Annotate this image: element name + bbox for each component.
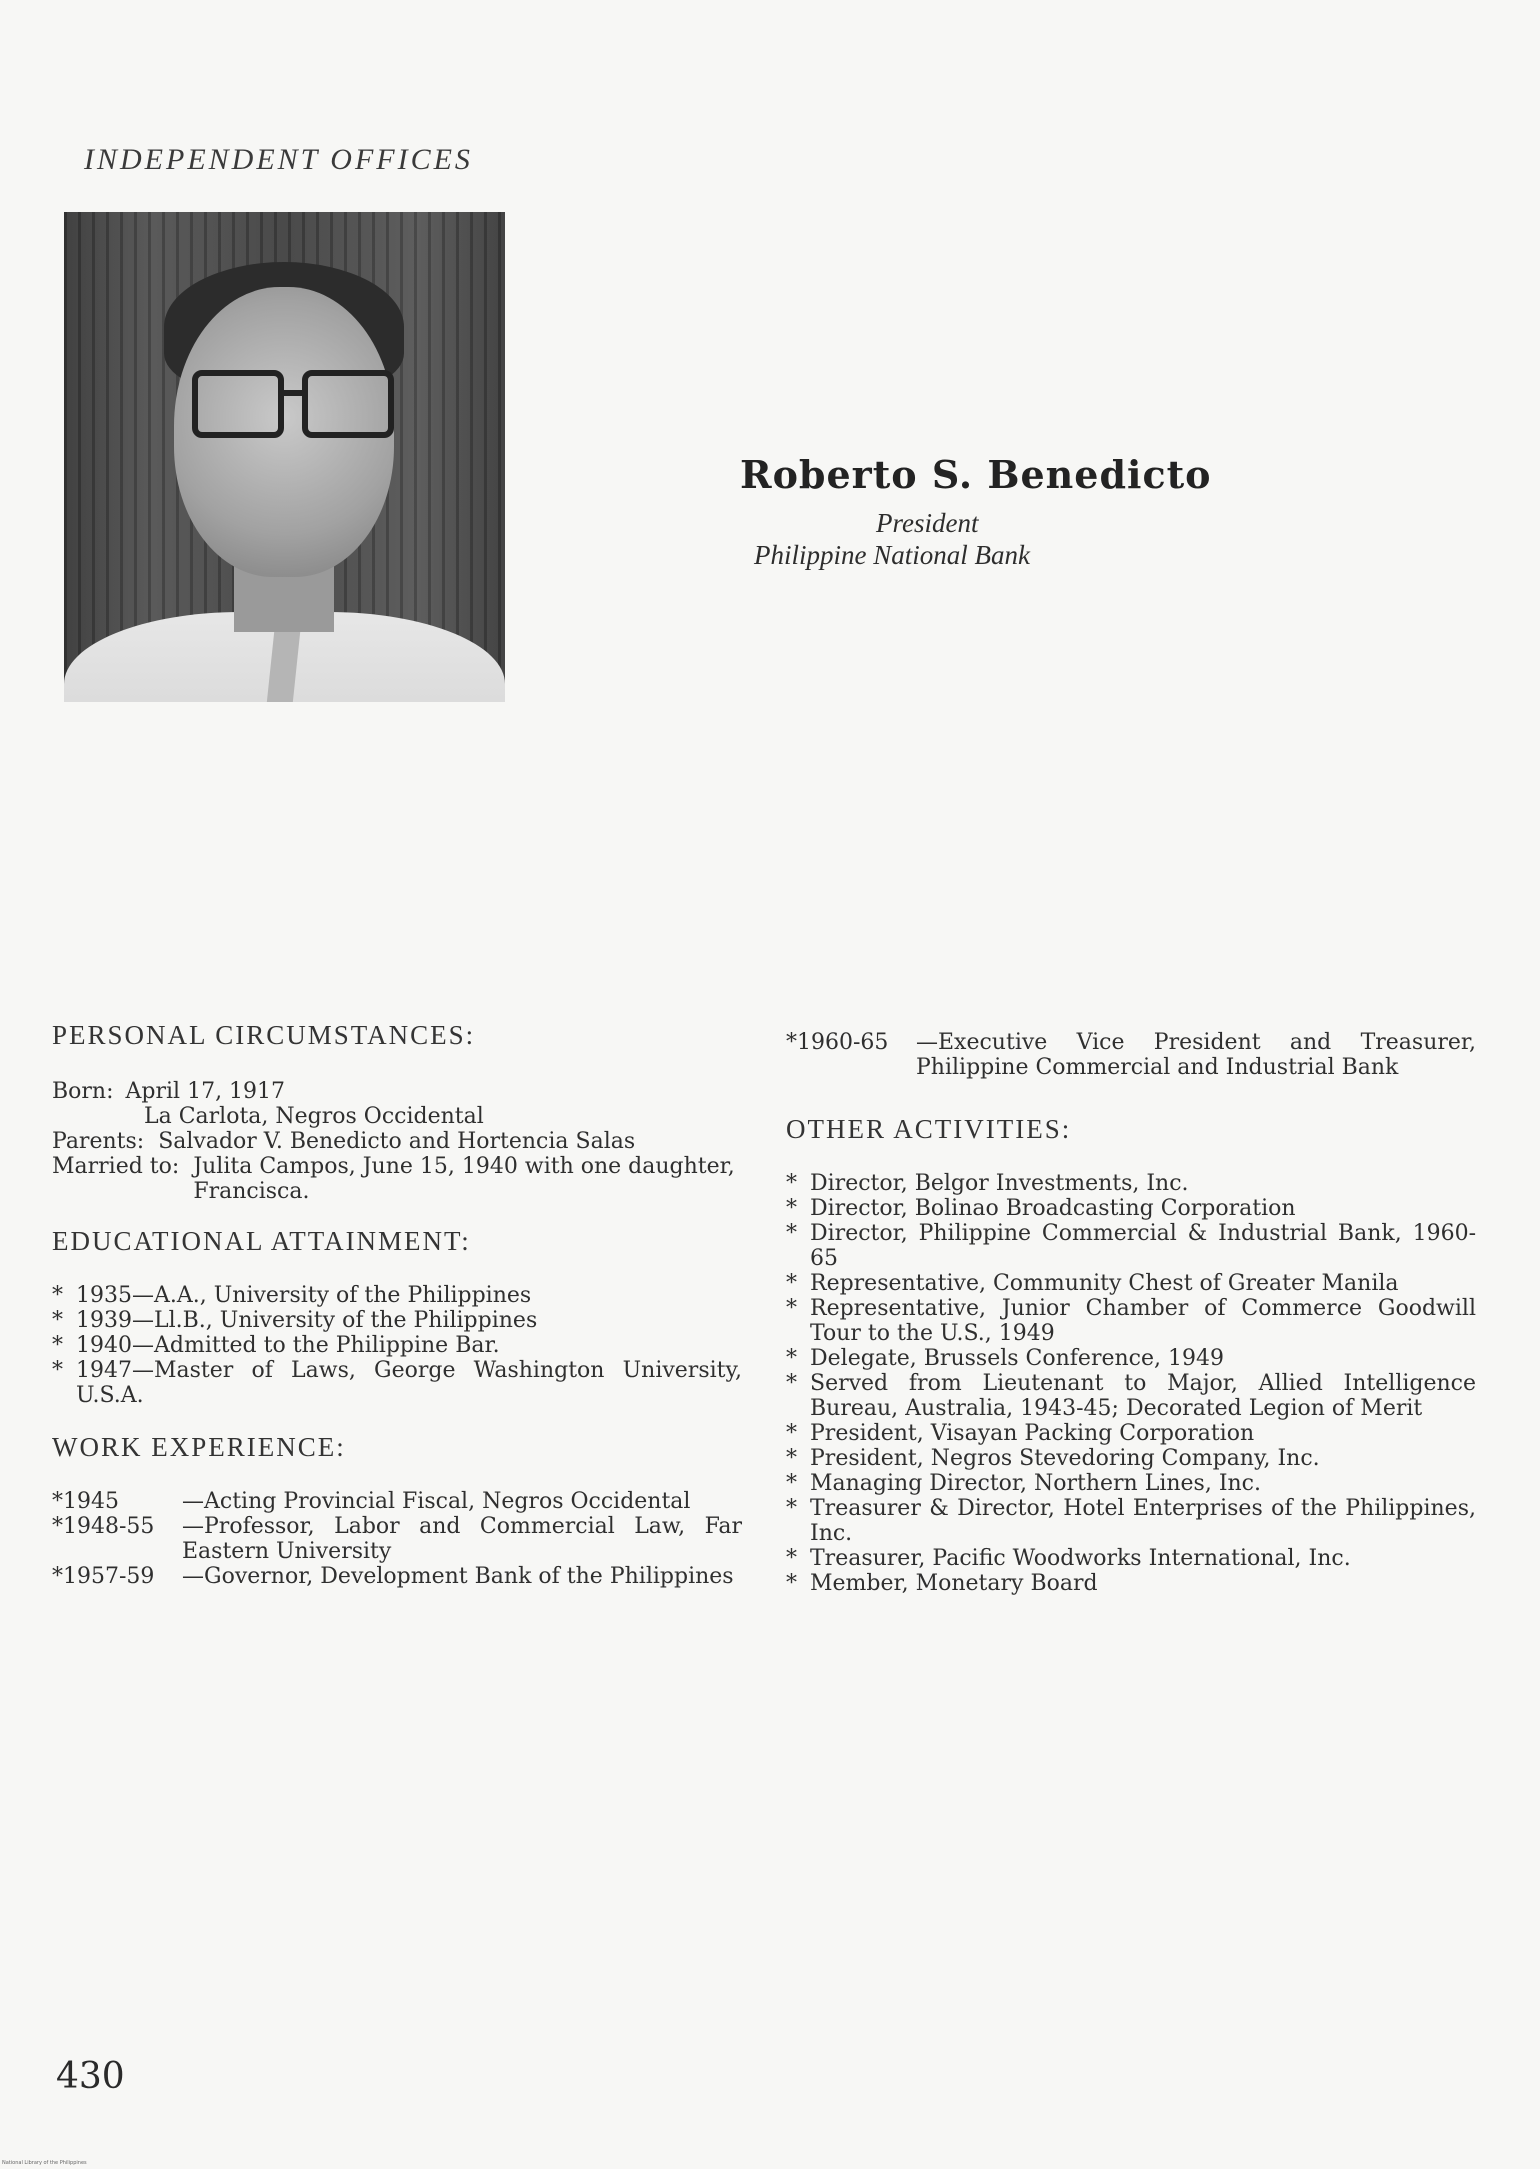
education-heading: EDUCATIONAL ATTAINMENT: xyxy=(52,1226,471,1256)
married-label: Married to: xyxy=(52,1154,180,1179)
work-list-continued xyxy=(786,1030,1476,1080)
list-item: * President, Negros Stevedoring Company, Inc. xyxy=(786,1446,1320,1471)
born-entry xyxy=(52,1079,742,1104)
list-item: * 1940—Admitted to the Philippine Bar. xyxy=(52,1333,500,1358)
list-item: * Served from Lieutenant to Major, Allied Intelligence Bureau, Australia, 1943-45; Decorated Legion of Merit xyxy=(786,1371,1476,1421)
left-column xyxy=(52,1020,742,1589)
list-item: *1945 —Acting Provincial Fiscal, Negros Occidental xyxy=(52,1489,691,1514)
other-list xyxy=(786,1171,1476,1596)
married-value: Julita Campos, June 15, 1940 with one daughter, Francisca. xyxy=(193,1154,735,1204)
born-place: La Carlota, Negros Occidental xyxy=(144,1104,484,1129)
born-label: Born: xyxy=(52,1079,114,1104)
list-item: * Representative, Community Chest of Greater Manila xyxy=(786,1271,1399,1296)
list-item: *1957-59 —Governor, Development Bank of the Philippines xyxy=(52,1564,734,1589)
list-item: * Treasurer & Director, Hotel Enterprises of the Philippines, Inc. xyxy=(786,1496,1476,1546)
person-organization: Philippine National Bank xyxy=(754,540,1030,570)
personal-block xyxy=(52,1079,742,1204)
list-item: * Managing Director, Northern Lines, Inc. xyxy=(786,1471,1261,1496)
list-item: *1960-65 —Executive Vice President and Treasurer, Philippine Commercial and Industrial Bank xyxy=(786,1030,1476,1080)
parents-entry xyxy=(52,1129,742,1154)
list-item: *1948-55 —Professor, Labor and Commercial Law, Far Eastern University xyxy=(52,1514,742,1564)
list-item: * President, Visayan Packing Corporation xyxy=(786,1421,1255,1446)
list-item: * Representative, Junior Chamber of Commerce Goodwill Tour to the U.S., 1949 xyxy=(786,1296,1476,1346)
list-item: * Delegate, Brussels Conference, 1949 xyxy=(786,1346,1224,1371)
work-heading: WORK EXPERIENCE: xyxy=(52,1432,346,1462)
list-item: * Treasurer, Pacific Woodworks International, Inc. xyxy=(786,1546,1351,1571)
parents-label: Parents: xyxy=(52,1129,145,1154)
footer-text: National Library of the Philippines xyxy=(2,2160,87,2166)
section-label: INDEPENDENT OFFICES xyxy=(84,143,473,176)
person-name: Roberto S. Benedicto xyxy=(740,452,1212,497)
list-item: * 1939—Ll.B., University of the Philippines xyxy=(52,1308,538,1333)
parents-value: Salvador V. Benedicto and Hortencia Salas xyxy=(158,1129,636,1154)
other-heading: OTHER ACTIVITIES: xyxy=(786,1114,1072,1144)
list-item: * 1935—A.A., University of the Philippines xyxy=(52,1283,532,1308)
list-item: * Director, Belgor Investments, Inc. xyxy=(786,1171,1189,1196)
page-number: 430 xyxy=(56,2056,125,2097)
work-list xyxy=(52,1489,742,1589)
list-item: * Director, Bolinao Broadcasting Corporation xyxy=(786,1196,1296,1221)
person-position: President xyxy=(876,508,979,538)
married-entry xyxy=(52,1154,742,1204)
list-item: * Member, Monetary Board xyxy=(786,1571,1098,1596)
list-item: * 1947—Master of Laws, George Washington University, U.S.A. xyxy=(52,1358,742,1408)
right-column xyxy=(786,1030,1476,1596)
personal-heading: PERSONAL CIRCUMSTANCES: xyxy=(52,1020,476,1050)
portrait-photo xyxy=(64,212,505,702)
list-item: * Director, Philippine Commercial & Industrial Bank, 1960-65 xyxy=(786,1221,1476,1271)
education-list xyxy=(52,1283,742,1408)
born-date: April 17, 1917 xyxy=(125,1079,286,1104)
